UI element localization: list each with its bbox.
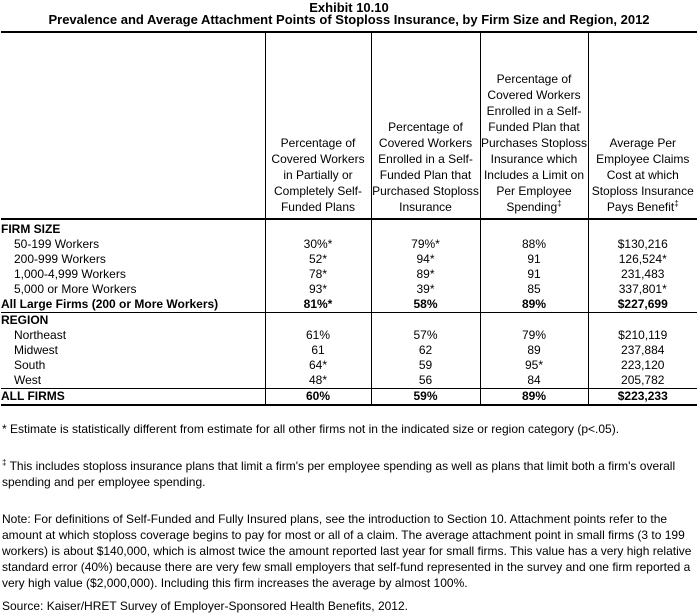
- column-header-attachment-point: Average Per Employee Claims Cost at which Stoploss Insurance Pays Benefit‡: [588, 32, 697, 219]
- table-cell: 78*: [265, 267, 371, 282]
- row-label: All Large Firms (200 or More Workers): [1, 297, 265, 313]
- table-header-row: [1, 32, 697, 219]
- table-cell: $227,699: [588, 297, 697, 313]
- table-cell: 88%: [480, 237, 588, 252]
- empty-cell: [265, 313, 371, 329]
- table-cell: 61: [265, 343, 371, 358]
- table-cell: 95*: [480, 358, 588, 373]
- table-cell: 337,801*: [588, 282, 697, 297]
- row-label: 200-999 Workers: [14, 252, 106, 266]
- table-cell: 48*: [265, 373, 371, 389]
- row-label: 50-199 Workers: [14, 237, 100, 251]
- methodology-note: Note: For definitions of Self-Funded and Fully Insured plans, see the introduction to Section 10. Attachment points refer to the amount at which stoploss coverage begins to pay for most or all of a claim. The average attachment point in small firms (3 to 199 workers) is about $140,000, which is almost twice the amount reported last year for small firms. This value has a very high relative standard error (40%) because there are very few small employers that self-fund represented in the survey and one firm reported a very high value ($2,000,000). Including this firm increases the average by almost 100%.: [2, 512, 692, 590]
- empty-cell: [265, 219, 371, 237]
- table-cell: 94*: [371, 252, 480, 267]
- table-cell: 62: [371, 343, 480, 358]
- row-label: 1,000-4,999 Workers: [14, 267, 126, 281]
- table-cell: 89: [480, 343, 588, 358]
- asterisk-footnote: * Estimate is statistically different from estimate for all other firms not in the indicated size or region category (p<.05).: [2, 422, 620, 436]
- table-cell: 30%*: [265, 237, 371, 252]
- source-note: Source: Kaiser/HRET Survey of Employer-Sponsored Health Benefits, 2012.: [2, 599, 408, 613]
- column-header-self-funded: Percentage of Covered Workers in Partially or Completely Self-Funded Plans: [265, 32, 371, 219]
- stoploss-table: [1, 31, 697, 406]
- table-cell: 84: [480, 373, 588, 389]
- header-blank-cell: [1, 32, 265, 219]
- table-cell: 39*: [371, 282, 480, 297]
- row-label: ALL FIRMS: [1, 389, 265, 406]
- table-cell: 205,782: [588, 373, 697, 389]
- section-label: REGION: [1, 313, 49, 327]
- table-cell: 61%: [265, 328, 371, 343]
- table-row: [1, 267, 697, 282]
- empty-cell: [371, 219, 480, 237]
- table-cell: 64*: [265, 358, 371, 373]
- table-cell: 56: [371, 373, 480, 389]
- table-cell: 126,524*: [588, 252, 697, 267]
- exhibit-number: Exhibit 10.10: [309, 0, 389, 15]
- row-label: West: [1, 373, 265, 389]
- dagger-mark: ‡: [2, 458, 7, 467]
- dagger-footnote-text: This includes stoploss insurance plans that limit a firm's per employee spending as well as plans that limit both a firm's overall spending and per employee spending.: [2, 459, 676, 489]
- table-row: [1, 282, 697, 297]
- total-row-all-firms: [1, 389, 697, 406]
- table-row: [1, 252, 697, 267]
- row-label: 5,000 or More Workers: [14, 282, 137, 296]
- table-cell: 223,120: [588, 358, 697, 373]
- table-cell: 89*: [371, 267, 480, 282]
- empty-cell: [480, 313, 588, 329]
- table-cell: 57%: [371, 328, 480, 343]
- table-cell: 81%*: [265, 297, 371, 313]
- column-header-purchased-stoploss: Percentage of Covered Workers Enrolled in a Self-Funded Plan that Purchased Stoploss Insurance: [371, 32, 480, 219]
- table-cell: 91: [480, 267, 588, 282]
- row-label: South: [14, 358, 46, 372]
- table-cell: 59%: [371, 389, 480, 406]
- row-label: Northeast: [14, 328, 67, 342]
- table-cell: 59: [371, 358, 480, 373]
- row-label: Midwest: [14, 343, 59, 357]
- table-cell: $130,216: [588, 237, 697, 252]
- section-label: FIRM SIZE: [1, 222, 61, 236]
- dagger-footnote: [2, 458, 696, 490]
- table-cell: $210,119: [588, 328, 697, 343]
- section-header-firm-size: [1, 219, 697, 237]
- table-cell: $223,233: [588, 389, 697, 406]
- table-row: [1, 237, 697, 252]
- section-header-region: [1, 313, 697, 329]
- table-cell: 79%: [480, 328, 588, 343]
- exhibit-title: Prevalence and Average Attachment Points of Stoploss Insurance, by Firm Size and Region, 2012: [48, 12, 650, 27]
- table-cell: 58%: [371, 297, 480, 313]
- table-cell: 91: [480, 252, 588, 267]
- empty-cell: [371, 313, 480, 329]
- table-cell: 237,884: [588, 343, 697, 358]
- table-row: [1, 343, 697, 358]
- table-cell: 79%*: [371, 237, 480, 252]
- table-cell: 52*: [265, 252, 371, 267]
- table-row: [1, 358, 697, 373]
- table-row: [1, 328, 697, 343]
- empty-cell: [480, 219, 588, 237]
- table-row: [1, 373, 697, 389]
- table-cell: 231,483: [588, 267, 697, 282]
- table-cell: 89%: [480, 297, 588, 313]
- column-header-per-employee-limit: Percentage of Covered Workers Enrolled in a Self-Funded Plan that Purchases Stoploss Insurance which Includes a Limit on Per Employee Spending‡: [480, 32, 588, 219]
- table-cell: 85: [480, 282, 588, 297]
- empty-cell: [588, 313, 697, 329]
- total-row-large-firms: [1, 297, 697, 313]
- table-cell: 93*: [265, 282, 371, 297]
- table-cell: 89%: [480, 389, 588, 406]
- empty-cell: [588, 219, 697, 237]
- table-cell: 60%: [265, 389, 371, 406]
